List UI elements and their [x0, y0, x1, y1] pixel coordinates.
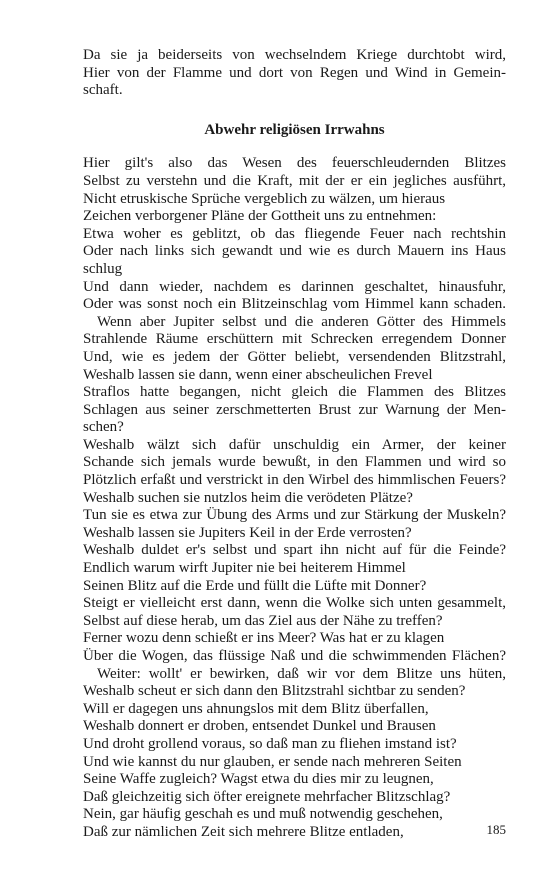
- text-line: Und, wie es jedem der Götter beliebt, versendenden Blitzstrahl,: [83, 348, 506, 365]
- text-block: [83, 47, 506, 842]
- text-line: Und dann wieder, nachdem es darinnen geschaltet, hinausfuhr,: [83, 278, 506, 295]
- text-line: schaft.: [83, 82, 123, 99]
- text-line: Nein, gar häufig geschah es und muß notwendig geschehen,: [83, 806, 443, 823]
- text-line: Weshalb donnert er droben, entsendet Dunkel und Brausen: [83, 718, 436, 735]
- text-line: Oder nach links sich gewandt und wie es durch Mauern ins Haus: [83, 243, 506, 260]
- text-line: Hier gilt's also das Wesen des feuerschleudernden Blitzes: [83, 155, 506, 172]
- text-line: Weshalb wälzt sich dafür unschuldig ein Armer, der keiner: [83, 436, 506, 453]
- text-line: Zeichen verborgener Pläne der Gottheit uns zu entnehmen:: [83, 208, 437, 225]
- text-line: Tun sie es etwa zur Übung des Arms und zur Stärkung der Muskeln?: [83, 507, 506, 524]
- text-line: Daß gleichzeitig sich öfter ereignete mehrfacher Blitzschlag?: [83, 788, 451, 805]
- section-heading: Abwehr religiösen Irrwahns: [204, 121, 385, 138]
- text-line: Seinen Blitz auf die Erde und füllt die Lüfte mit Donner?: [83, 577, 427, 594]
- text-line: Nicht etruskische Sprüche vergeblich zu wälzen, um hieraus: [83, 190, 446, 207]
- text-line: Selbst zu verstehn und die Kraft, mit der er ein jegliches ausführt,: [83, 172, 506, 189]
- text-line: Schlagen aus seiner zerschmetterten Brust zur Warnung der Men-: [83, 401, 506, 418]
- text-line: Weshalb suchen sie nutzlos heim die verödeten Plätze?: [83, 489, 413, 506]
- text-line: Strahlende Räume erschüttern mit Schrecken erregendem Donner: [83, 331, 506, 348]
- text-line: Weshalb duldet er's selbst und spart ihn nicht auf für die Feinde?: [83, 542, 506, 559]
- text-line: Hier von der Flamme und dort von Regen und Wind in Gemein-: [83, 64, 506, 81]
- text-line: Plötzlich erfaßt und verstrickt in den Wirbel des himmlischen Feuers?: [83, 472, 506, 489]
- text-line: Und droht grollend voraus, so daß man zu fliehen imstand ist?: [83, 735, 457, 752]
- text-line: Daß zur nämlichen Zeit sich mehrere Blitze entladen,: [83, 823, 404, 840]
- text-line: Etwa woher es geblitzt, ob das fliegende Feuer nach rechtshin: [83, 225, 506, 242]
- text-line: schlug: [83, 260, 123, 277]
- text-line: Weiter: wollt' er bewirken, daß wir vor dem Blitze uns hüten,: [97, 665, 506, 682]
- text-line: Über die Wogen, das flüssige Naß und die schwimmenden Flächen?: [83, 648, 506, 664]
- text-line: Endlich warum wirft Jupiter nie bei heiterem Himmel: [83, 560, 406, 577]
- text-line: Steigt er vielleicht erst dann, wenn die Wolke sich unten gesammelt,: [83, 595, 506, 612]
- text-line: Und wie kannst du nur glauben, er sende nach mehreren Seiten: [83, 753, 462, 770]
- text-line: Schande sich jemals wurde bewußt, in den Flammen und wird so: [83, 454, 506, 471]
- text-line: Ferner wozu denn schießt er ins Meer? Was hat er zu klagen: [83, 630, 445, 647]
- text-line: Oder was sonst noch ein Blitzeinschlag vom Himmel kann schaden.: [83, 296, 506, 313]
- text-line: Will er dagegen uns ahnungslos mit dem Blitz überfallen,: [83, 700, 429, 717]
- text-line: Seine Waffe zugleich? Wagst etwa du dies mir zu leugnen,: [83, 771, 434, 788]
- text-line: Weshalb scheut er sich dann den Blitzstrahl sichtbar zu senden?: [83, 683, 466, 700]
- text-line: Weshalb lassen sie Jupiters Keil in der Erde verrosten?: [83, 524, 412, 541]
- text-line: Straflos hatte begangen, nicht gleich die Flammen des Blitzes: [83, 384, 506, 401]
- page-number: 185: [486, 822, 506, 837]
- text-line: Weshalb lassen sie dann, wenn einer abscheulichen Frevel: [83, 366, 433, 383]
- text-line: Wenn aber Jupiter selbst und die anderen Götter des Himmels: [97, 313, 506, 330]
- text-line: Selbst auf diese herab, um das Ziel aus der Nähe zu treffen?: [83, 612, 443, 629]
- text-line: schen?: [83, 419, 124, 436]
- text-line: Da sie ja beiderseits von wechselndem Kriege durchtobt wird,: [83, 47, 506, 63]
